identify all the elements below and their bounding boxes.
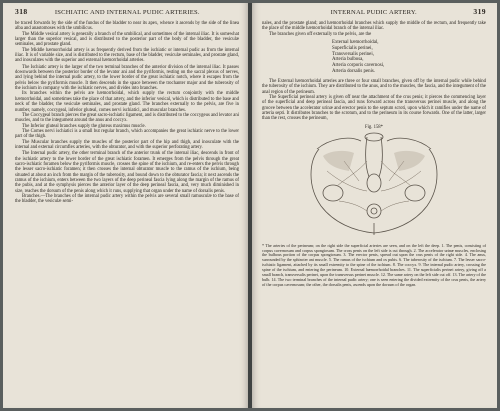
- running-head-title-right: INTERNAL PUDIC ARTERY.: [330, 9, 417, 16]
- paragraph: Its branches within the pelvis are hæmorrhoidal, which supply the rectum conjointly with the middle hæmorrhoidal, and sometimes take the place of that artery, and the inferior vesical, which is distributed to the base and neck of the bladder, the vesiculæ seminales, and prostate gland. The branches externally to the pelvis, are five in number, namely, coccygeal, inferior gluteal, comes nervi ischiatici, and muscular branches.: [15, 91, 239, 113]
- running-head-right: [262, 7, 486, 16]
- running-head-left: [15, 7, 239, 16]
- branch-list: [262, 40, 486, 75]
- paragraph: The External hæmorrhoidal arteries are three or four small branches, given off by the internal pudic while behind the tuberosity of the ischium. They are distributed to the anus, and to the muscles, the fascia, and the integument of the anal region of the perineum.: [262, 78, 486, 95]
- paragraph: Branches.—The branches of the internal pudic artery within the pelvis are several small ramusculæ to the base of the bladder, the vesiculæ semi-: [15, 194, 239, 205]
- caption-text: * The arteries of the perineum; on the right side the superficial arteries are seen, and on the left the deep. 1. The penis, consisting of corpus cavernosum and corpus spongiosum. The cross penis on the left side is cut through. 2. The accelerator urinæ muscles, enclosing the bulbous portion of the corpus spongiosum. 3. The erector penis, spread out upon the crus penis of the right side. 4. The anus, surrounded by the sphincter ani muscle. 5. The ramus of the ischium and os pubis. 6. The tuberosity of the ischium. 7. The lesser sacro-ischiatic ligament, attached by its small extremity to the spine of the ischium. 8. The coccyx. 9. The internal pudic artery, crossing the spine of the ischium, and entering the perineum. 10. External hæmorrhoidal branches. 11. The superficialis perinei artery, giving off a small branch, transversalis perinei, upon the transversus perinei muscle. 12. The same artery on the left side cut off. 13. The artery of the bulb. 14. The two terminal branches of the internal pudic artery; one is seen entering the divided extremity of the crus penis, the artery of the corpus cavernosum; the other, the dorsalis penis, ascends upon the dorsum of the organ.: [262, 242, 486, 288]
- figure-label: Fig. 158*: [365, 124, 383, 130]
- page-number-left: 318: [15, 7, 28, 16]
- figure-caption: [262, 244, 486, 289]
- paragraph: The Comes nervi ischiatici is a small but regular branch, which accompanies the great ischiatic nerve to the lower part of the thigh.: [15, 128, 239, 140]
- perineum-illustration: [299, 131, 449, 241]
- book-spread: [3, 3, 497, 408]
- list-item: Transversalis perinei,: [332, 51, 374, 57]
- list-item: Superficialis perinei,: [332, 45, 373, 51]
- paragraph: The Middle vesical artery is generally a branch of the umbilical, and sometimes of the internal iliac. It is somewhat larger than the superior vesical, and is distributed to the posterior part of the body of the bladder, the vesiculæ seminales, and prostate gland.: [15, 31, 239, 48]
- list-item: Arteria bulbosa,: [332, 57, 364, 63]
- list-item: Arteria corporis cavernosi,: [332, 63, 385, 69]
- paragraph: The Superficial perineal artery is given off near the attachment of the crus penis; it pierces the commencing layer of the superficial and deep perineal fascia, and runs forward across the transversus perinei muscle, and along the groove between the accelerator urinæ and erector penis to the septum scroti, upon which it ramifies under the name of arteria septi. It distributes branches to the scrotum, and to the perineum in its course forwards. One of the latter, larger than the rest, crosses the perineum,: [262, 94, 486, 122]
- paragraph: The Ischiatic artery is the larger of the two terminal branches of the anterior division of the internal iliac. It passes downwards between the posterior border of the levator ani and the pyriformis, resting on the sacral plexus of nerves, and lying behind the internal pudic artery, to the lower border of the great ischiatic notch, where it escapes from the pelvis below the pyriformis muscle. It then descends in the space between the trochanter major and the tuberosity of the ischium in company with the ischiatic nerves, and divides into branches.: [15, 64, 239, 92]
- paragraph: The branches given off externally to the pelvis, are the: [269, 31, 372, 37]
- right-page: [252, 3, 497, 408]
- paragraph: nales, and the prostate gland; and hæmorrhoidal branches which supply the middle of the rectum, and frequently take the place of the middle hæmorrhoidal branch of the internal iliac.: [262, 21, 486, 32]
- paragraph: The Inferior gluteal branches supply the gluteus maximus muscle.: [22, 123, 146, 129]
- list-item: External hæmorrhoidal,: [332, 40, 379, 46]
- running-head-title-left: ISCHIATIC AND INTERNAL PUDIC ARTERIES.: [54, 9, 200, 16]
- paragraph: be traced forwards by the side of the fundus of the bladder to near its apex, whence it ascends by the side of the linea alba and anastomoses with the umbilicus.: [15, 21, 239, 32]
- list-item: Arteria dorsalis penis.: [332, 69, 376, 75]
- paragraph: The Coccygeal branch pierces the great sacro-ischiatic ligament, and is distributed to the coccygeus and levator ani muscles, and to the integument around the anus and coccyx.: [15, 112, 239, 124]
- figure: [262, 131, 486, 241]
- paragraph: The Muscular branches supply the muscles of the posterior part of the hip and thigh, and inosculate with the internal and external circumflex arteries, with the obturator, and with the superior perforating artery.: [15, 139, 239, 150]
- page-number-right: 319: [473, 7, 486, 16]
- paragraph: The Internal pudic artery, the other terminal branch of the anterior trunk of the internal iliac, descends in front of the ischiatic artery to the lower border of the great ischiatic foramen. It emerges from the pelvis through the great sacro-ischiatic foramen below the pyriformis muscle, crosses the spine of the ischium, and re-enters the pelvis through the lesser sacro-ischiatic foramen; it then crosses the internal obturator muscle to the ramus of the ischium, being situated at about an inch from the margin of the tuberosity, and bound down to the obturator fascia; it next ascends the ramus of the ischium, enters between the two layers of the deep perineal fascia lying along the margin of the ramus of the pubis, and at the symphysis pierces the anterior layer of the deep perineal fascia, and, very much diminished in size, reaches the dorsum of the penis along which it runs, supplying that organ under the name of dorsalis penis.: [15, 151, 239, 194]
- paragraph: The Middle hæmorrhoidal artery is as frequently derived from the ischiatic or internal pudic as from the internal iliac. It is of variable size, and is distributed to the rectum, base of the bladder, vesiculæ seminales, and prostate gland, and inosculates with the superior and external hæmorrhoidal arteries.: [15, 47, 239, 64]
- left-page: [3, 3, 248, 408]
